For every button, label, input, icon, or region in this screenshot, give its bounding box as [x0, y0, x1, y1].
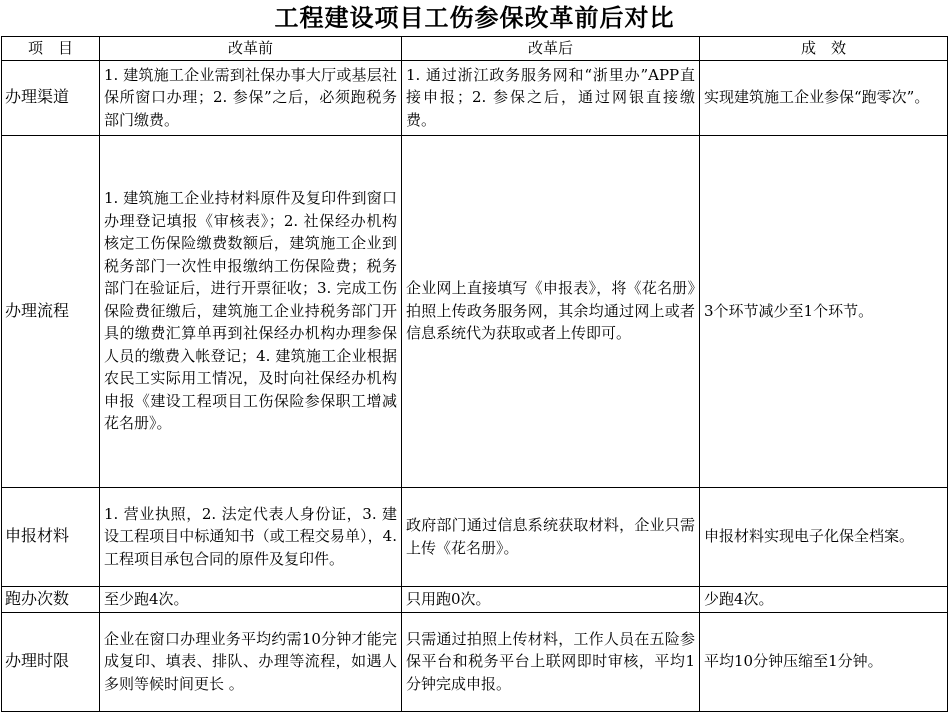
table-row: [2, 60, 948, 135]
row-before: 至少跑4次。: [100, 586, 402, 612]
row-after: 只用跑0次。: [402, 586, 700, 612]
row-after: 政府部门通过信息系统获取材料，企业只需上传《花名册》。: [402, 487, 700, 586]
row-item: 办理时限: [2, 612, 100, 711]
row-before: 企业在窗口办理业务平均约需10分钟才能完成复印、填表、排队、办理等流程，如遇人多则等候时间更长 。: [100, 612, 402, 711]
row-effect: 实现建筑施工企业参保“跑零次”。: [700, 60, 948, 135]
row-item: 办理渠道: [2, 60, 100, 135]
row-effect: 平均10分钟压缩至1分钟。: [700, 612, 948, 711]
comparison-table: [1, 36, 948, 712]
table-row: [2, 487, 948, 586]
row-after: 企业网上直接填写《申报表》，将《花名册》拍照上传政务服务网，其余均通过网上或者信息系统代为获取或者上传即可。: [402, 135, 700, 487]
table-row: [2, 586, 948, 612]
row-after: 1. 通过浙江政务服务网和“浙里办”APP直接申报；2. 参保之后，通过网银直接缴费。: [402, 60, 700, 135]
table-row: [2, 135, 948, 487]
header-before: 改革前: [100, 37, 402, 61]
row-effect: 申报材料实现电子化保全档案。: [700, 487, 948, 586]
document-title: 工程建设项目工伤参保改革前后对比: [274, 4, 675, 32]
row-item: 办理流程: [2, 135, 100, 487]
header-after: 改革后: [402, 37, 700, 61]
table-header-row: [2, 37, 948, 61]
row-before: 1. 建筑施工企业需到社保办事大厅或基层社保所窗口办理；2. 参保”之后，必须跑税务部门缴费。: [100, 60, 402, 135]
row-item: 申报材料: [2, 487, 100, 586]
header-effect: 成 效: [700, 37, 948, 61]
row-item: 跑办次数: [2, 586, 100, 612]
row-before: 1. 建筑施工企业持材料原件及复印件到窗口办理登记填报《审核表》；2. 社保经办机构核定工伤保险缴费数额后，建筑施工企业到税务部门一次性申报缴纳工伤保险费；税务部门在验证后，进行开票征收；3. 完成工伤保险费征缴后，建筑施工企业持税务部门开具的缴费汇算单再到社保经办机构办理参保人员的缴费入帐登记；4. 建筑施工企业根据农民工实际用工情况，及时向社保经办机构申报《建设工程项目工伤保险参保职工增减花名册》。: [100, 135, 402, 487]
row-effect: 3个环节减少至1个环节。: [700, 135, 948, 487]
table-row: [2, 612, 948, 711]
row-effect: 少跑4次。: [700, 586, 948, 612]
header-item: 项 目: [2, 37, 100, 61]
row-before: 1. 营业执照，2. 法定代表人身份证，3. 建设工程项目中标通知书（或工程交易单），4. 工程项目承包合同的原件及复印件。: [100, 487, 402, 586]
row-after: 只需通过拍照上传材料，工作人员在五险参保平台和税务平台上联网即时审核，平均1分钟完成申报。: [402, 612, 700, 711]
